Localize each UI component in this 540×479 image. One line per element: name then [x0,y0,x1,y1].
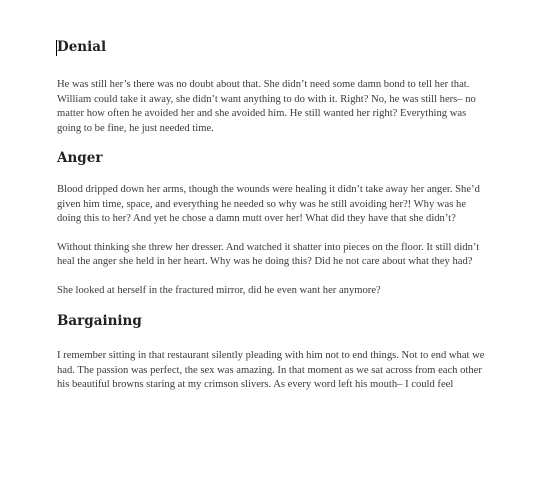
paragraph-anger-3: She looked at herself in the fractured mirror, did he even want her anymore? [57,284,381,296]
paragraph-anger-1: Blood dripped down her arms, though the wounds were healing it didn’t take away her anger. She’d given him time, space, and everything he needed so why was he still avoiding her?! Why was he doing this to her? And yet he chose a damn mutt over her! What did they have that she didn’t? [57,184,480,224]
heading-anger: Anger [57,150,103,166]
paragraph-bargaining-1: I remember sitting in that restaurant silently pleading with him not to end things. Not to end what we had. The passion was perfect, the sex was amazing. In that moment as we sat across from each other his beautiful browns staring at my crimson slivers. As every word left his mouth– I could feel [57,350,485,390]
paragraph-anger-2: Without thinking she threw her dresser. And watched it shatter into pieces on the floor. It still didn’t heal the anger she held in her heart. Why was he doing this? Did he not care about what they had? [57,241,480,267]
heading-denial: Denial [57,39,107,55]
document-body[interactable] [57,34,487,393]
paragraph-denial-1: He was still her’s there was no doubt about that. She didn’t need some damn bond to tell her that. William could take it away, she didn’t want anything to do with it. Right? No, he was still hers– no matter how often he avoided her and she avoided him. He still wanted her right? Everything was going to be fine, he just needed time. [57,79,476,134]
heading-bargaining: Bargaining [57,313,142,329]
